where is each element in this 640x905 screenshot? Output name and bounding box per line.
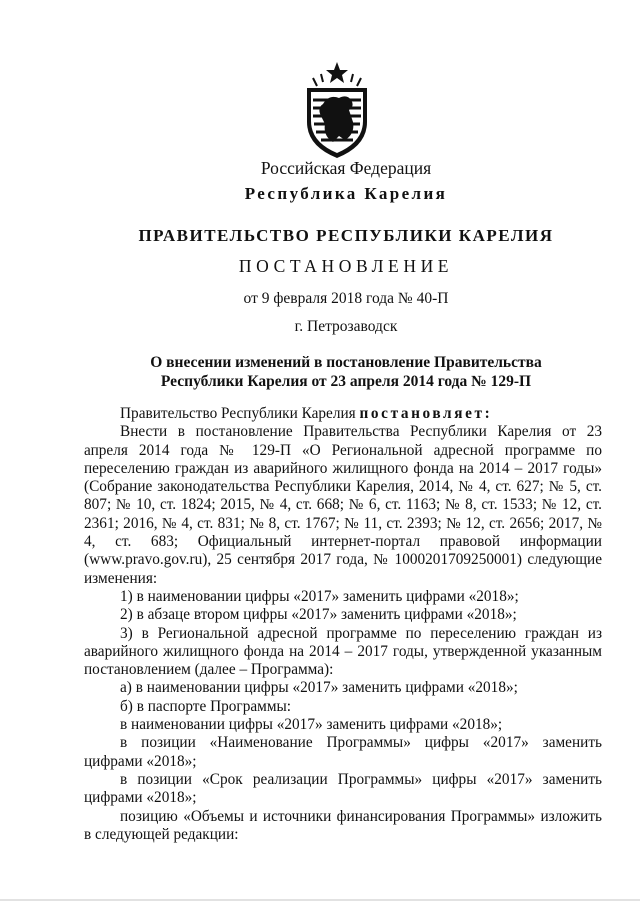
republic-title: Республика Карелия [244,184,448,203]
coat-of-arms-icon [299,60,375,160]
document-date-number: от 9 февраля 2018 года № 40-П [243,290,449,307]
subject-line-2: Республики Карелия от 23 апреля 2014 года № 129-П [160,373,532,390]
document-type: ПОСТАНОВЛЕНИЕ [238,256,454,276]
country-title: Российская Федерация [260,158,432,178]
intro-decrees: постановляет: [359,405,493,422]
main-paragraph: Внести в постановление Правительства Республики Карелия от 23 апреля 2014 года № 129-П «О Региональной адресной программе по переселению граждан из аварийного жилищного фонда на 2014 – 2017 годы» (Собрание законодательства Республики Карелия, 2014, № 4, ст. 627; № 5, ст. 807; № 10, ст. 1824; 2015, № 4, ст. 668; № 6, ст. 1163; № 8, ст. 1533; № 12, ст. 2361; 2016, № 4, ст. 831; № 8, ст. 1767; № 11, ст. 2393; № 12, ст. 2656; 2017, № 4, ст. 683; Официальный интернет-портал правовой информации (www.pravo.gov.ru), 25 сентября 2017 года, № 1000201709250001) следующие изменения: [84,423,602,587]
intro-prefix: Правительство Республики Карелия [120,405,360,422]
intro-paragraph [84,405,602,423]
item-3b-2: в позиции «Наименование Программы» цифры «2017» заменить цифрами «2018»; [84,734,602,770]
page-bottom-edge [0,899,640,901]
subject-line-1: О внесении изменений в постановление Правительства [150,354,542,371]
item-3b-4: позицию «Объемы и источники финансирования Программы» изложить в следующей редакции: [84,807,602,843]
item-1: 1) в наименовании цифры «2017» заменить цифрами «2018»; [120,587,519,605]
document-body [84,405,602,844]
government-title: ПРАВИТЕЛЬСТВО РЕСПУБЛИКИ КАРЕЛИЯ [138,226,554,245]
item-3b-1: в наименовании цифры «2017» заменить цифрами «2018»; [120,716,503,734]
item-3a: а) в наименовании цифры «2017» заменить цифрами «2018»; [120,679,518,697]
item-3b: б) в паспорте Программы: [120,697,292,715]
item-3b-3: в позиции «Срок реализации Программы» цифры «2017» заменить цифрами «2018»; [84,770,602,807]
item-2: 2) в абзаце втором цифры «2017» заменить цифрами «2018»; [120,606,517,624]
document-city: г. Петрозаводск [294,318,398,335]
item-3: 3) в Региональной адресной программе по переселению граждан из аварийного жилищного фонда на 2014 – 2017 годы, утвержденной указанным постановлением (далее – Программа): [84,624,602,679]
